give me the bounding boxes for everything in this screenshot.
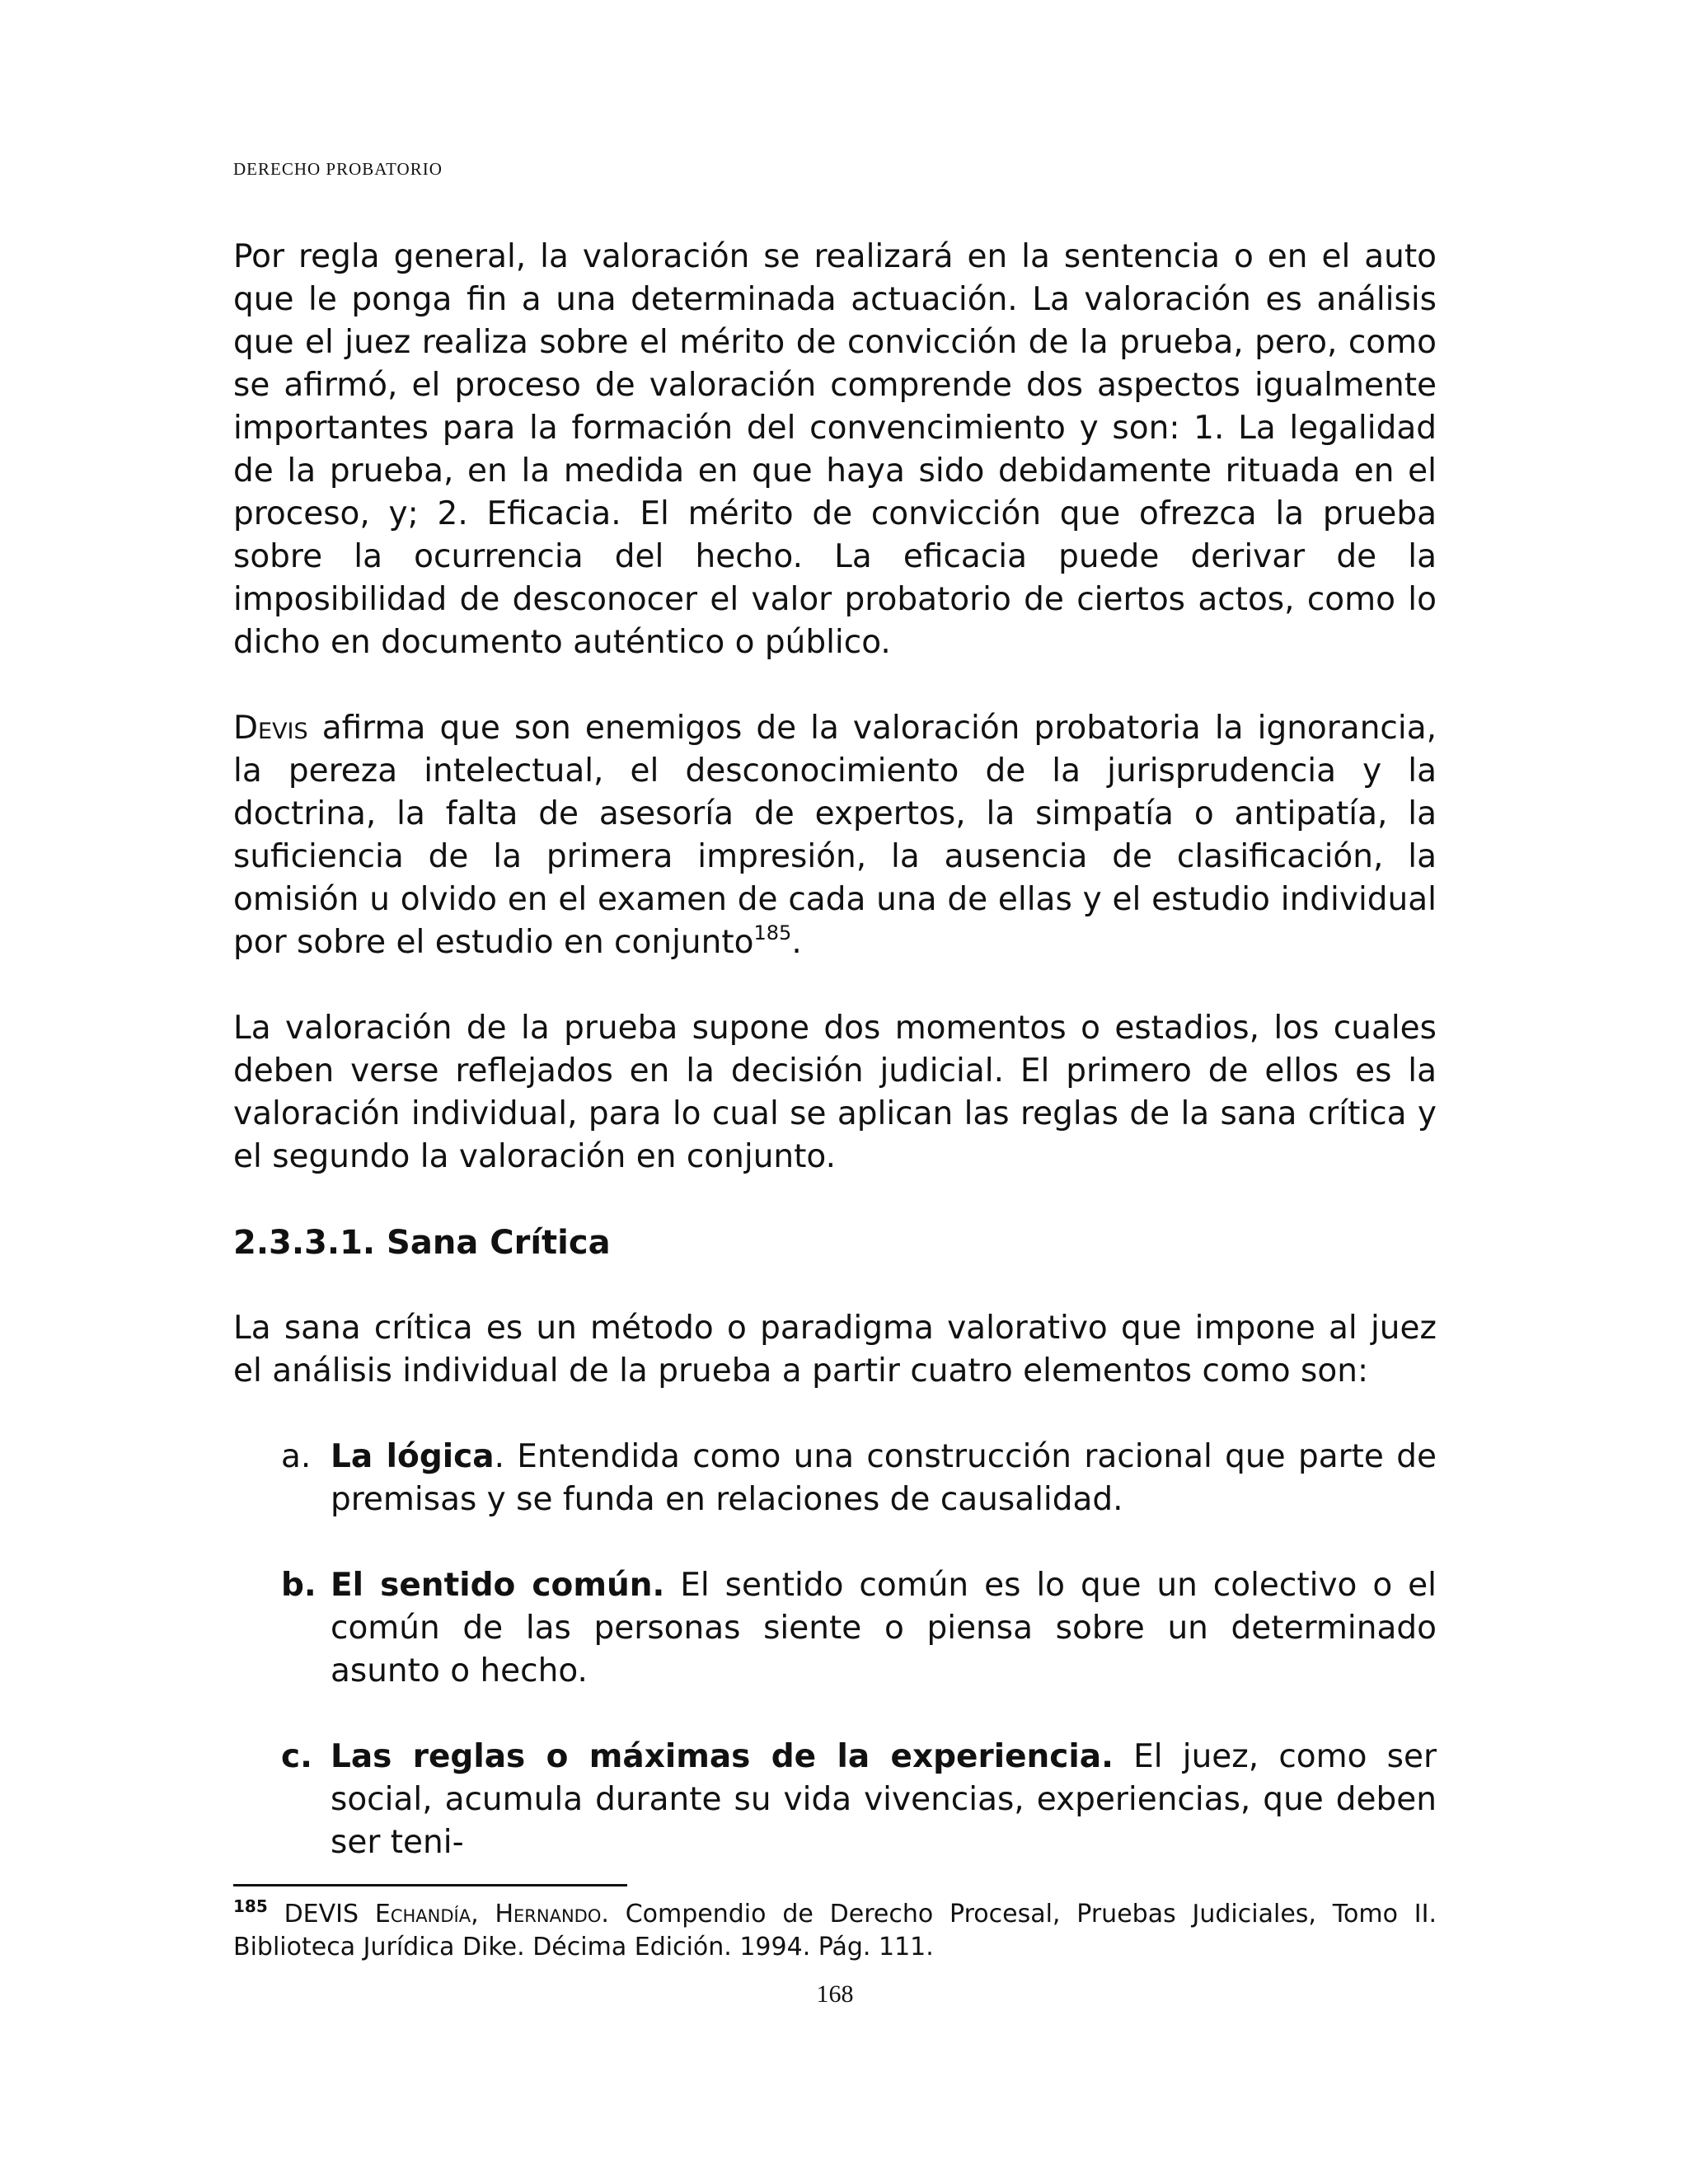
list-item-text: El juez, como ser social, acumula durante su vida vivencias, experiencias, que deben ser teni-: [331, 1738, 1437, 1861]
paragraph-momentos: La valoración de la prueba supone dos momentos o estadios, los cuales deben verse reflejados en la decisión judicial. El primero de ellos es la valoración individual, para lo cual se aplican las reglas de la sana crítica y el segundo la valoración en conjunto.: [233, 1010, 1437, 1175]
list-marker: c.: [281, 1738, 312, 1775]
footnote-text: . Compendio de Derecho Procesal, Pruebas Judiciales, Tomo II. Biblioteca Jurídica Dike. Décima Edición. 1994. Pág. 111.: [233, 1900, 1437, 1961]
footnote-number: 185: [233, 1896, 268, 1916]
list-item-term: El sentido común.: [331, 1567, 665, 1604]
list-item-text: . Entendida como una construcción racional que parte de premisas y se funda en relaciones de causalidad.: [331, 1438, 1437, 1518]
list-item-logica: [233, 1436, 1437, 1521]
author-name: Devis: [233, 710, 308, 747]
section-intro: La sana crítica es un método o paradigma valorativo que impone al juez el análisis individual de la prueba a partir cuatro elementos como son:: [233, 1310, 1437, 1390]
list-item-sentido-comun: [233, 1564, 1437, 1693]
footnote-author-first: DEVIS: [284, 1900, 375, 1929]
list-item-maximas: [233, 1736, 1437, 1864]
page-number: 168: [816, 1980, 854, 2008]
footnote: [233, 1898, 1437, 1964]
paragraph-devis-end: .: [791, 924, 802, 961]
list-marker: b.: [281, 1567, 316, 1604]
list-item-term: La lógica: [331, 1438, 495, 1475]
footnote-author-smallcaps: Echandía, Hernando: [374, 1900, 602, 1929]
section-heading: 2.3.3.1. Sana Crítica: [233, 1224, 611, 1262]
running-header: DERECHO PROBATORIO: [233, 159, 443, 179]
document-page: [233, 157, 1437, 2008]
footnote-reference[interactable]: 185: [753, 921, 792, 944]
paragraph-valoracion: Por regla general, la valoración se realizará en la sentencia o en el auto que le ponga fin a una determinada actuación. La valoración es análisis que el juez realiza sobre el mérito de convicción de la prueba, pero, como se afirmó, el proceso de valoración comprende dos aspectos igualmente importantes para la formación del convencimiento y son: 1. La legalidad de la prueba, en la medida en que haya sido debidamente rituada en el proceso, y; 2. Eficacia. El mérito de convicción que ofrezca la prueba sobre la ocurrencia del hecho. La eficacia puede derivar de la imposibilidad de desconocer el valor probatorio de ciertos actos, como lo dicho en documento auténtico o público.: [233, 238, 1437, 661]
paragraph-devis-text: afirma que son enemigos de la valoración probatoria la ignorancia, la pereza intelectual, el desconocimiento de la jurisprudencia y la doctrina, la falta de asesoría de expertos, la simpatía o antipatía, la suficiencia de la primera impresión, la ausencia de clasificación, la omisión u olvido en el examen de cada una de ellas y el estudio individual por sobre el estudio en conjunto: [233, 710, 1437, 961]
paragraph-devis: [233, 707, 1437, 964]
list-item-term: Las reglas o máximas de la experiencia.: [331, 1738, 1114, 1775]
list-item-text: El sentido común es lo que un colectivo o el común de las personas siente o piensa sobre un determinado asunto o hecho.: [331, 1567, 1437, 1690]
list-marker: a.: [281, 1438, 312, 1475]
footnote-separator: [233, 1884, 627, 1886]
